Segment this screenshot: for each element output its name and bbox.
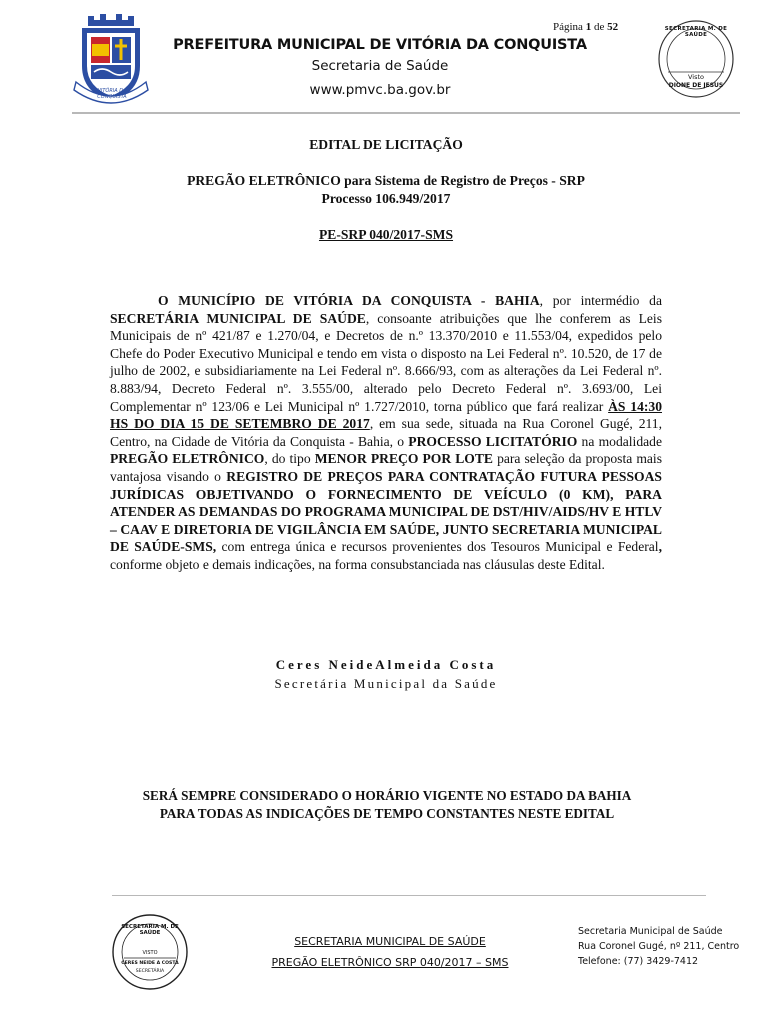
footer-stamp-visto: VISTO	[142, 950, 158, 956]
page-label: Página	[553, 21, 583, 33]
body-s1: O MUNICÍPIO DE VITÓRIA DA CONQUISTA - BAHIA	[158, 293, 540, 308]
body-s8: na modalidade	[577, 433, 662, 449]
body-s5: ÀS 14:30 HS DO DIA 15 DE SETEMBRO DE 2017	[110, 398, 662, 432]
footer-address-1: Secretaria Municipal de Saúde	[578, 926, 723, 937]
crest-banner-text: VITÓRIA DA CONQUISTA	[97, 88, 127, 100]
body-paragraph	[110, 292, 662, 574]
header-divider	[72, 112, 740, 114]
pregao-subtitle: PREGÃO ELETRÔNICO para Sistema de Registro de Preços - SRP	[187, 173, 585, 188]
department-name: Secretaria de Saúde	[311, 58, 449, 74]
signer-role: Secretária Municipal da Saúde	[274, 676, 498, 691]
body-s3: SECRETÁRIA MUNICIPAL DE SAÚDE	[110, 310, 366, 326]
document-title: EDITAL DE LICITAÇÃO	[309, 137, 463, 152]
body-s4: , consoante atribuições que lhe conferem as Leis Municipais de nº 421/87 e 1.270/04, e Decretos de n.º 13.370/2010 e 11.553/04, expedidos pelo Chefe do Poder Executivo Municipal e tendo em vista o disposto na Lei Federal nº. 10.520, de 17 de julho de 2002, e subsidiariamente na Lei Federal nº. 8.666/93, com as alterações da Lei Federal nº. 8.883/94, Decreto Federal nº. 3.555/00, alterado pelo Decreto Federal nº. 3.693/00, Lei Complementar nº 123/06 e Lei Municipal nº 1.727/2010, torna público que fará realizar	[110, 310, 662, 414]
institution-name: PREFEITURA MUNICIPAL DE VITÓRIA DA CONQUISTA	[173, 37, 587, 53]
website: www.pmvc.ba.gov.br	[309, 82, 451, 98]
footer-reference: PREGÃO ELETRÔNICO SRP 040/2017 – SMS	[271, 956, 509, 969]
body-s2: , por intermédio da	[539, 293, 663, 308]
pe-srp-number	[110, 227, 662, 243]
body-s14: com entrega única e recursos provenientes dos Tesouros Municipal e Federal	[216, 539, 659, 555]
body-s12: para seleção da proposta mais vantajosa visando o	[110, 451, 662, 484]
footer-phone: Telefone: (77) 3429-7412	[578, 956, 699, 967]
city-crest	[70, 8, 152, 108]
footer-stamp-name: CERES NEIDE A COSTA	[121, 961, 179, 966]
body-s9: PREGÃO ELETRÔNICO	[110, 451, 265, 467]
footer-divider	[112, 895, 706, 896]
footer-address-2: Rua Coronel Gugé, nº 211, Centro	[578, 941, 740, 952]
visto-stamp	[656, 14, 736, 100]
body-s7: PROCESSO LICITATÓRIO	[408, 433, 578, 449]
timezone-notice-line2: PARA TODAS AS INDICAÇÕES DE TEMPO CONSTANTES NESTE EDITAL	[159, 806, 615, 821]
stamp-signer: DIONE DE JESUS	[668, 82, 724, 89]
body-s6: , em sua sede, situada na Rua Coronel Gugé, 211, Centro, na Cidade de Vitória da Conquista - Bahia, o	[110, 416, 663, 449]
page-number: 1	[585, 21, 592, 33]
body-s13: REGISTRO DE PREÇOS PARA CONTRATAÇÃO FUTURA PESSOAS JURÍDICAS OBJETIVANDO O FORNECIMENTO DE VEÍCULO (0 KM), PARA ATENDER AS DEMANDAS DO PROGRAMA MUNICIPAL DE DST/HIV/AIDS/HV E HTLV – CAAV E DIRETORIA DE VIGILÂNCIA EM SAÚDE, JUNTO SECRETARIA MUNICIPAL DE SAÚDE-SMS,	[110, 468, 663, 555]
pe-srp-text: PE-SRP 040/2017-SMS	[318, 227, 454, 242]
body-s15: ,	[658, 539, 662, 555]
body-s10: , do tipo	[264, 451, 315, 467]
body-s11: MENOR PREÇO POR LOTE	[314, 451, 494, 467]
processo-number: Processo 106.949/2017	[321, 191, 451, 206]
signer-name: Ceres NeideAlmeida Costa	[275, 657, 497, 672]
page-of: de	[593, 21, 605, 33]
page-indicator	[553, 21, 618, 33]
stamp-ring-text: SECRETARIA M. DE SAÚDE	[664, 26, 728, 38]
footer-stamp	[110, 912, 190, 992]
stamp-visto: Visto	[687, 73, 705, 81]
footer-stamp-ring-text: SECRETARIA M. DE SAÚDE	[121, 924, 179, 936]
footer-stamp-role: SECRETÁRIA	[135, 969, 165, 974]
body-s16: conforme objeto e demais indicações, na forma consubstanciada nas cláusulas deste Edital.	[110, 556, 605, 572]
page-total: 52	[607, 21, 619, 33]
footer-department: SECRETARIA MUNICIPAL DE SAÚDE	[294, 935, 486, 948]
timezone-notice-line1: SERÁ SEMPRE CONSIDERADO O HORÁRIO VIGENTE NO ESTADO DA BAHIA	[142, 788, 632, 803]
